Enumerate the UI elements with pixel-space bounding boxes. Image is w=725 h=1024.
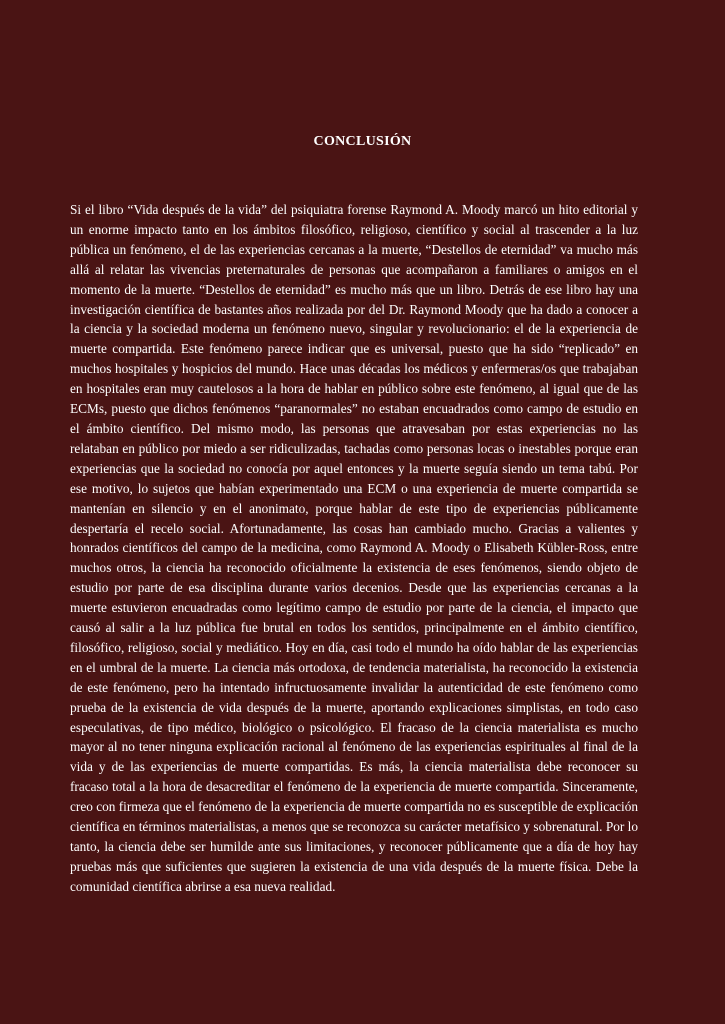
- page-title: CONCLUSIÓN: [313, 134, 412, 149]
- body-paragraph: Si el libro “Vida después de la vida” del psiquiatra forense Raymond A. Moody marcó un hito editorial y un enorme impacto tanto en los ámbitos filosófico, religioso, científico y social al trascender a la luz pública un fenómeno, el de las experiencias cercanas a la muerte, “Destellos de eternidad” va mucho más allá al relatar las vivencias preternaturales de personas que acompañaron a familiares o amigos en el momento de la muerte. “Destellos de eternidad” es mucho más que un libro. Detrás de ese libro hay una investigación científica de bastantes años realizada por del Dr. Raymond Moody que ha dado a conocer a la ciencia y la sociedad moderna un fenómeno nuevo, singular y revolucionario: el de la experiencia de muerte compartida. Este fenómeno parece indicar que es universal, puesto que ha sido “replicado” en muchos hospitales y hospicios del mundo. Hace unas décadas los médicos y enfermeras/os que trabajaban en hospitales eran muy cautelosos a la hora de hablar en público sobre este fenómeno, al igual que de las ECMs, puesto que dichos fenómenos “paranormales” no estaban encuadrados como campo de estudio en el ámbito científico. Del mismo modo, las personas que atravesaban por estas experiencias no las relataban en público por miedo a ser ridiculizadas, tachadas como personas locas o inestables porque eran experiencias que la sociedad no conocía por aquel entonces y la muerte seguía siendo un tema tabú. Por ese motivo, lo sujetos que habían experimentado una ECM o una experiencia de muerte compartida se mantenían en silencio y en el anonimato, porque hablar de este tipo de experiencias públicamente despertaría el recelo social. Afortunadamente, las cosas han cambiado mucho. Gracias a valientes y honrados científicos del campo de la medicina, como Raymond A. Moody o Elisabeth Kübler-Ross, entre muchos otros, la ciencia ha reconocido oficialmente la existencia de eses fenómenos, siendo objeto de estudio por parte de esa disciplina durante varios decenios. Desde que las experiencias cercanas a la muerte estuvieron encuadradas como legítimo campo de estudio por parte de la ciencia, el impacto que causó al salir a la luz pública fue brutal en todos los sentidos, principalmente en el ámbito científico, filosófico, religioso, social y mediático. Hoy en día, casi todo el mundo ha oído hablar de las experiencias en el umbral de la muerte. La ciencia más ortodoxa, de tendencia materialista, ha reconocido la existencia de este fenómeno, pero ha intentado infructuosamente invalidar la autenticidad de este fenómeno como prueba de la existencia de vida después de la muerte, aportando explicaciones simplistas, en todo caso especulativas, de tipo médico, biológico o psicológico. El fracaso de la ciencia materialista es mucho mayor al no tener ninguna explicación racional al fenómeno de las experiencias espirituales al final de la vida y de las experiencias de muerte compartidas. Es más, la ciencia materialista debe reconocer su fracaso total a la hora de desacreditar el fenómeno de la experiencia de muerte compartida. Sinceramente, creo con firmeza que el fenómeno de la experiencia de muerte compartida no es susceptible de explicación científica en términos materialistas, a menos que se reconozca su carácter metafísico y sobrenatural. Por lo tanto, la ciencia debe ser humilde ante sus limitaciones, y reconocer públicamente que a día de hoy hay pruebas más que suficientes que sugieren la existencia de una vida después de la muerte física. Debe la comunidad científica abrirse a esa nueva realidad.: [70, 202, 638, 894]
